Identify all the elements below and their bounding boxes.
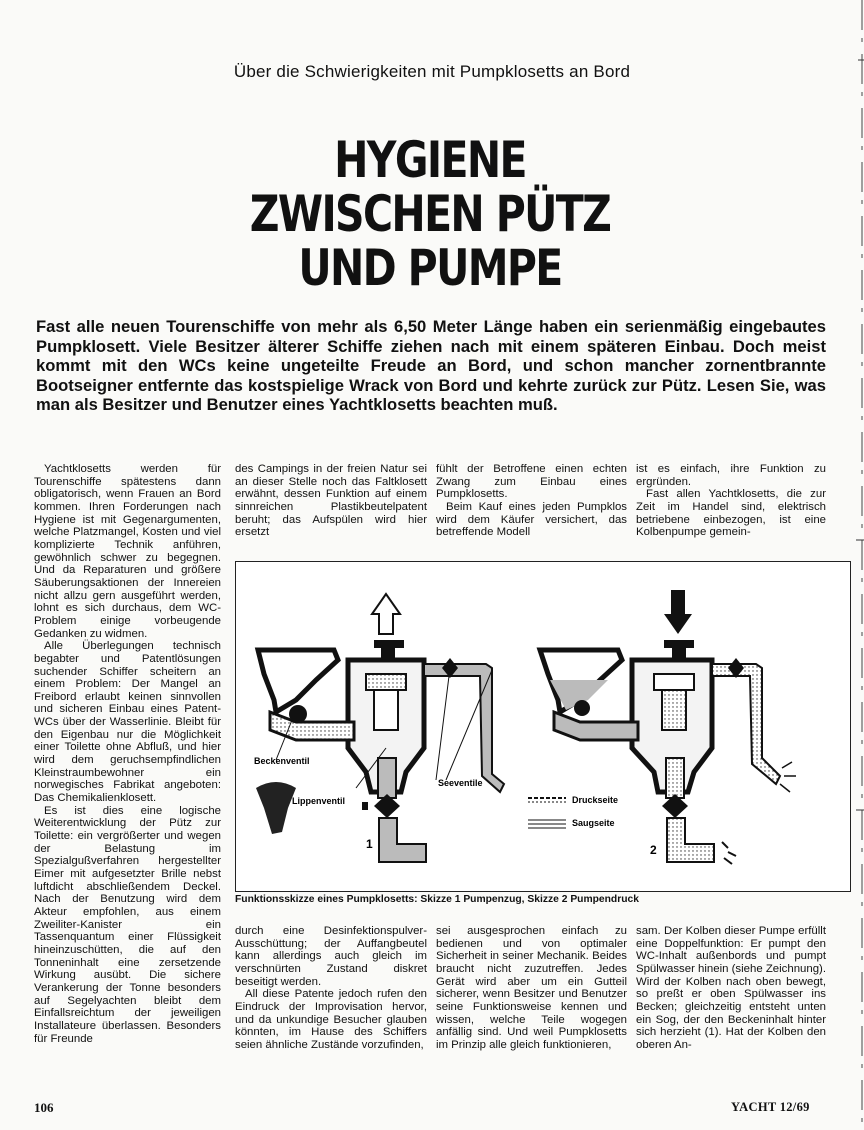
magazine-issue: YACHT 12/69 [731,1100,810,1114]
label-lippenventil: Lippenventil [292,796,346,806]
headline-line-2: ZWISCHEN PÜTZ [249,185,611,243]
legend [528,795,618,828]
toilet-pump-diagram [235,561,851,892]
col3-top-paragraph-2: Beim Kauf eines jeden Pumpklos wird dem Käufer versichert, das betreffende Modell [436,500,627,539]
outlet-pipe-2 [667,818,714,862]
label-sketch-1: 1 [366,837,373,851]
column-2-bottom [235,925,427,1052]
outlet-arrow-up [372,594,400,634]
column-3-bottom [436,925,627,1052]
diagram-svg [236,562,850,891]
lippenventil-icon [256,782,296,834]
label-seeventile: Seeventile [438,778,483,788]
col1-paragraph-1: Yachtklosetts werden für Tourenschiffe spätestens dann obligatorisch, wenn Frauen an Bord kommen. Ihren Forderungen nach Hygiene ist mit Gegenargumenten, welche Platzmangel, Kosten und viel komplizierte Technik anführen, gewöhnlich schwer zu begegnen. Und da Reparaturen und größere Säuberungsaktionen der Innereien nicht allzu gern ausgeführt werden, lohnt es sich durchaus, dem WC-Problem einige vorbeugende Gedanken zu widmen. [34,463,221,640]
kicker: Über die Schwierigkeiten mit Pumpklosetts an Bord [233,62,631,81]
legend-saugseite: Saugseite [572,818,615,828]
col2-bottom-paragraph-2: All diese Patente jedoch rufen den Eindruck der Improvisation hervor, und da unkundige Besucher glauben könnten, im Hause des Schiffers seien ähnliche Zustände vorzufinden, [235,988,427,1051]
legend-druckseite: Druckseite [572,795,619,805]
seawater-pipe-2 [712,664,780,784]
column-4-bottom [636,925,826,1052]
col4-bottom-paragraph: sam. Der Kolben dieser Pumpe erfüllt eine Doppelfunktion: Er pumpt den WC-Inhalt außenbords und pumpt Spülwasser hinein (siehe Zeichnung). Wird der Kolben nach oben bewegt, so preßt er oben Spülwasser ins Becken; gleichzeitig entsteht unten ein Sog, der den Beckeninhalt hinter sich herzieht (1). Hat der Kolben den oberen An- [636,925,826,1051]
label-sketch-2: 2 [650,843,657,857]
col4-top-paragraph-2: Fast allen Yachtklosetts, die zur Zeit im Handel sind, elektrisch betriebene einbezogen, ist eine Kolbenpumpe gemein- [636,488,826,539]
col2-bottom-paragraph-1: durch eine Desinfektionspulver-Ausschüttung; der Auffangbeutel kann allerdings auch gleich im verschnürten Zustand diskret beseitigt werden. [235,925,427,988]
col3-top-paragraph-1: fühlt der Betroffene einen echten Zwang zum Einbau eines Pumpklosetts. [436,463,627,501]
waste-duct-1 [270,712,354,740]
headline-line-3: UND PUMPE [298,239,562,297]
headline [241,133,618,295]
column-2-top [235,463,427,539]
col1-paragraph-3: Es ist dies eine logische Weiterentwicklung der Pütz zur Toilette: ein vergrößerter und wegen der Belastung im Spezialgußverfahren hergestellter Eimer mit aufgesetzter Brille nebst luftdicht abschließendem Deckel. Nach der Benutzung wird dem Akteur empfohlen, aus einem Zweiliter-Kanister ein Tassenquantum einer Flüssigkeit hineinzuschütten, die auf den Tonneninhalt eine zersetzende Wirkung ausübt. Die sichere Verankerung der Tonne besonders auf Segelyachten bleibt dem Einfallsreichtum der jeweiligen Installateure überlassen. Besonders für Freunde [34,804,221,1045]
inlet-arrow-down [664,590,692,634]
lead-paragraph: Fast alle neuen Tourenschiffe von mehr als 6,50 Meter Länge haben ein serienmäßig eingebautes Pumpklosett. Viele Besitzer älterer Schiffe ziehen nach mit einem späteren Einbau. Doch meist kommt mit den WCs keine ungeteilte Freude an Bord, und schon mancher zornentbrannte Bootseigner entfernte das kostspielige Wrack von Bord und kehrte zurück zur Pütz. Lesen Sie, was man als Besitzer und Benutzer eines Yachtklosetts beachten muß. [36,317,826,415]
column-4-top [636,463,826,539]
headline-line-1: HYGIENE [334,131,526,189]
seawater-pipe-1 [424,664,504,792]
column-1 [34,463,221,1045]
column-3-top [436,463,627,539]
col3-bottom-paragraph: sei ausgesprochen einfach zu bedienen und von optimaler Sicherheit in seiner Mechanik. Beides braucht nicht zuzutreffen. Jedes Gerät wird aber um ein Gutteil sicherer, wenn Besitzer und Benutzer seine Funktionsweise kennen und wissen, welche Teile wogegen anfällig sind. Und weil Pumpklosetts im Prinzip alle gleich funktionieren, [436,925,627,1051]
col1-paragraph-2: Alle Überlegungen technisch begabter und Patentlösungen suchender Schiffer scheitern an einem Problem: Der Mangel an Freibord erlaubt keinen sinnvollen und sicheren Einbau eines Patent-WCs über der Wasserlinie. Bleibt für den Eigenbau nur die Möglichkeit einer Toilette ohne Abfluß, und hier wird dem geruchsempfindlichen Kleinstraumbewohner ein norwegisches Fabrikat angeboten: Das Chemikalienklosett. [34,640,221,805]
col2-top-paragraph: des Campings in der freien Natur sei an dieser Stelle noch das Faltklosett erwähnt, dessen Funktion auf einem sinnreichen Plastikbeutelpatent beruht; das Aufspülen wird hier ersetzt [235,463,427,539]
figure-caption: Funktionsskizze eines Pumpklosetts: Skizze 1 Pumpenzug, Skizze 2 Pumpendruck [235,894,639,905]
col4-top-paragraph-1: ist es einfach, ihre Funktion zu ergründen. [636,463,826,488]
toilet-bowl-1 [258,650,338,712]
scan-edge-marks [854,0,864,1130]
page-number: 106 [34,1100,54,1115]
outlet-pipe-1 [379,818,426,862]
sketch-1 [254,594,504,862]
label-beckenventil: Beckenventil [254,756,310,766]
